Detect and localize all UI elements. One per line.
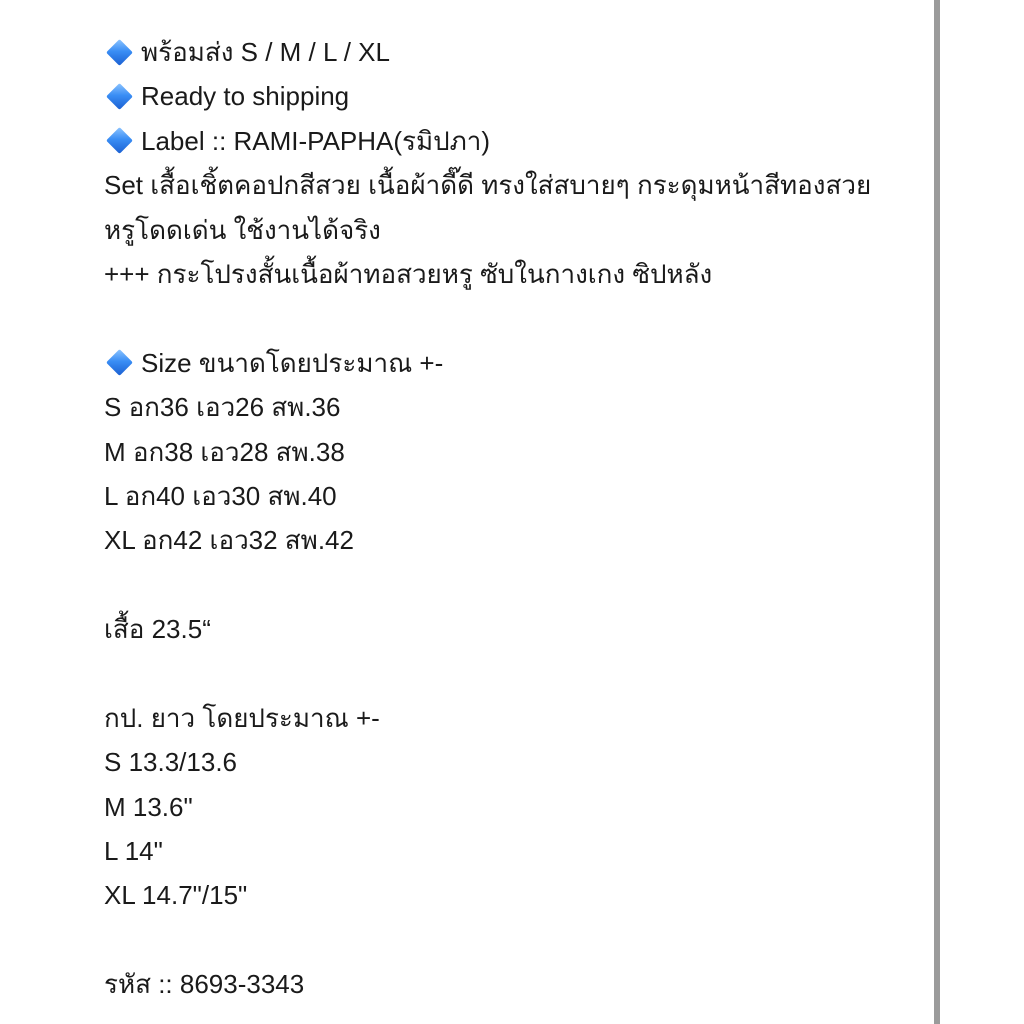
blue-diamond-icon [106, 83, 133, 110]
note-line [104, 30, 924, 74]
line-text: หรูโดดเด่น ใช้งานได้จริง [104, 214, 381, 245]
line-text: XL 14.7"/15" [104, 880, 248, 911]
line-text: Label :: RAMI-PAPHA(รมิปภา) [141, 125, 491, 156]
note-line [104, 252, 924, 296]
note-line [104, 696, 924, 740]
line-text: S 13.3/13.6 [104, 747, 237, 778]
scrollbar[interactable] [934, 0, 940, 1024]
line-text: M อก38 เอว28 สพ.38 [104, 436, 345, 467]
size-row [104, 518, 924, 562]
note-line [104, 607, 924, 651]
line-text: กป. ยาว โดยประมาณ +- [104, 702, 380, 733]
line-text: L 14" [104, 836, 163, 867]
note-line [104, 119, 924, 163]
note-line [104, 341, 924, 385]
size-row [104, 430, 924, 474]
line-text: +++ กระโปรงสั้นเนื้อผ้าทอสวยหรู ซับในกางเกง ซิปหลัง [104, 258, 713, 289]
length-row [104, 829, 924, 873]
length-row [104, 873, 924, 917]
blue-diamond-icon [106, 128, 133, 155]
line-text: M 13.6" [104, 791, 193, 822]
product-code [104, 962, 924, 1006]
line-text: S อก36 เอว26 สพ.36 [104, 392, 341, 423]
note-body [104, 30, 924, 1007]
line-text: L อก40 เอว30 สพ.40 [104, 480, 337, 511]
length-row [104, 785, 924, 829]
blank-line [104, 563, 924, 607]
line-text: Set เสื้อเชิ้ตคอปกสีสวย เนื้อผ้าดี๊ดี ทรงใส่สบายๆ กระดุมหน้าสีทองสวย [104, 170, 872, 201]
blue-diamond-icon [106, 349, 133, 376]
line-text: Size ขนาดโดยประมาณ +- [141, 347, 444, 378]
line-text: รหัส :: 8693-3343 [104, 969, 305, 1000]
blank-line [104, 651, 924, 695]
length-row [104, 740, 924, 784]
blank-line [104, 918, 924, 962]
size-row [104, 385, 924, 429]
note-line [104, 163, 924, 207]
line-text: Ready to shipping [141, 81, 350, 112]
line-text: พร้อมส่ง S / M / L / XL [141, 37, 390, 67]
note-line [104, 74, 924, 118]
line-text: เสื้อ 23.5“ [104, 614, 211, 645]
blue-diamond-icon [106, 39, 133, 66]
line-text: XL อก42 เอว32 สพ.42 [104, 525, 354, 556]
note-line [104, 208, 924, 252]
size-row [104, 474, 924, 518]
blank-line [104, 296, 924, 340]
